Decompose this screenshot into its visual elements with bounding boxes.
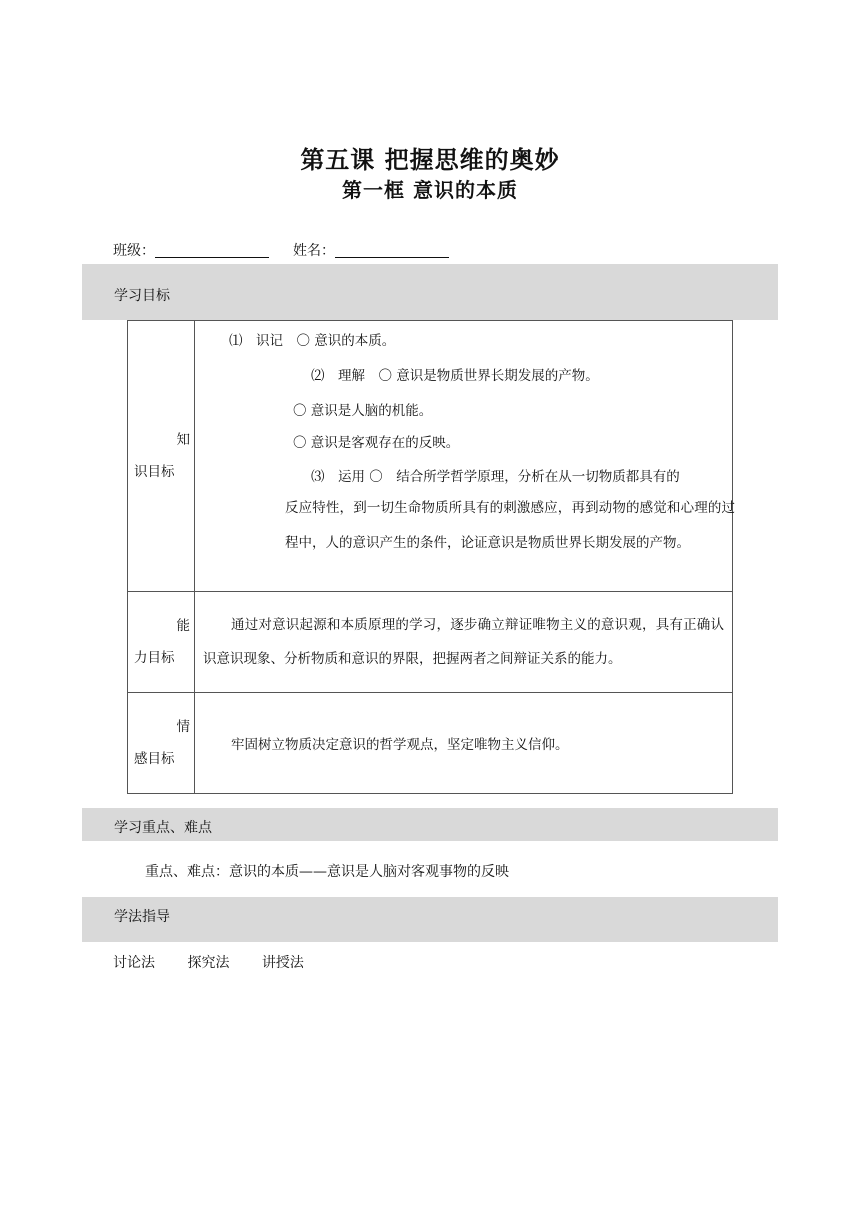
knowledge-goals-cell: [195, 321, 733, 592]
class-label: 班级：: [113, 243, 155, 259]
knowledge-line: ⑶ 运用 〇 结合所学哲学原理，分析在从一切物质都具有的: [311, 469, 680, 485]
lesson-title: 第五课 把握思维的奥妙: [300, 146, 560, 174]
ability-goals-cell: 通过对意识起源和本质原理的学习，逐步确立辩证唯物主义的意识观，具有正确认识意识现象、分析物质和意识的界限，把握两者之间辩证关系的能力。: [195, 592, 733, 693]
knowledge-line: 〇 意识是客观存在的反映。: [293, 435, 460, 451]
section-header-label: 学习重点、难点: [114, 820, 212, 836]
name-blank[interactable]: [335, 243, 449, 258]
section-header-methods: [82, 897, 778, 942]
row-label-knowledge: 知 识目标: [128, 321, 195, 592]
key-points-text: 重点、难点：意识的本质——意识是人脑对客观事物的反映: [145, 864, 509, 880]
row-label-emotion: 情 感目标: [128, 693, 195, 794]
knowledge-paragraph: 反应特性，到一切生命物质所具有的刺激感应，再到动物的感觉和心理的过程中，人的意识产生的条件，论证意识是物质世界长期发展的产物。: [285, 500, 735, 551]
student-info-line: [113, 240, 449, 260]
section-subtitle: 第一框 意识的本质: [342, 178, 518, 202]
section-header-label: 学法指导: [114, 909, 170, 925]
emotion-goals-cell: 牢固树立物质决定意识的哲学观点，坚定唯物主义信仰。: [195, 693, 733, 794]
section-header-key-points: [82, 808, 778, 841]
table-row: [128, 693, 733, 794]
table-row: [128, 592, 733, 693]
section-header-label: 学习目标: [114, 288, 170, 304]
class-blank[interactable]: [155, 243, 269, 258]
table-row: [128, 321, 733, 592]
method-item: 讲授法: [261, 955, 304, 971]
method-item: 讨论法: [113, 955, 155, 971]
section-header-goals: [82, 264, 778, 320]
knowledge-line: 〇 意识是人脑的机能。: [293, 403, 433, 419]
name-label: 姓名：: [293, 243, 335, 259]
knowledge-line: ⑴ 识记 〇 意识的本质。: [229, 333, 396, 349]
knowledge-line: ⑵ 理解 〇 意识是物质世界长期发展的产物。: [311, 368, 599, 384]
methods-list: [113, 952, 332, 972]
goals-table: [127, 320, 733, 794]
row-label-ability: 能 力目标: [128, 592, 195, 693]
method-item: 探究法: [187, 955, 230, 971]
